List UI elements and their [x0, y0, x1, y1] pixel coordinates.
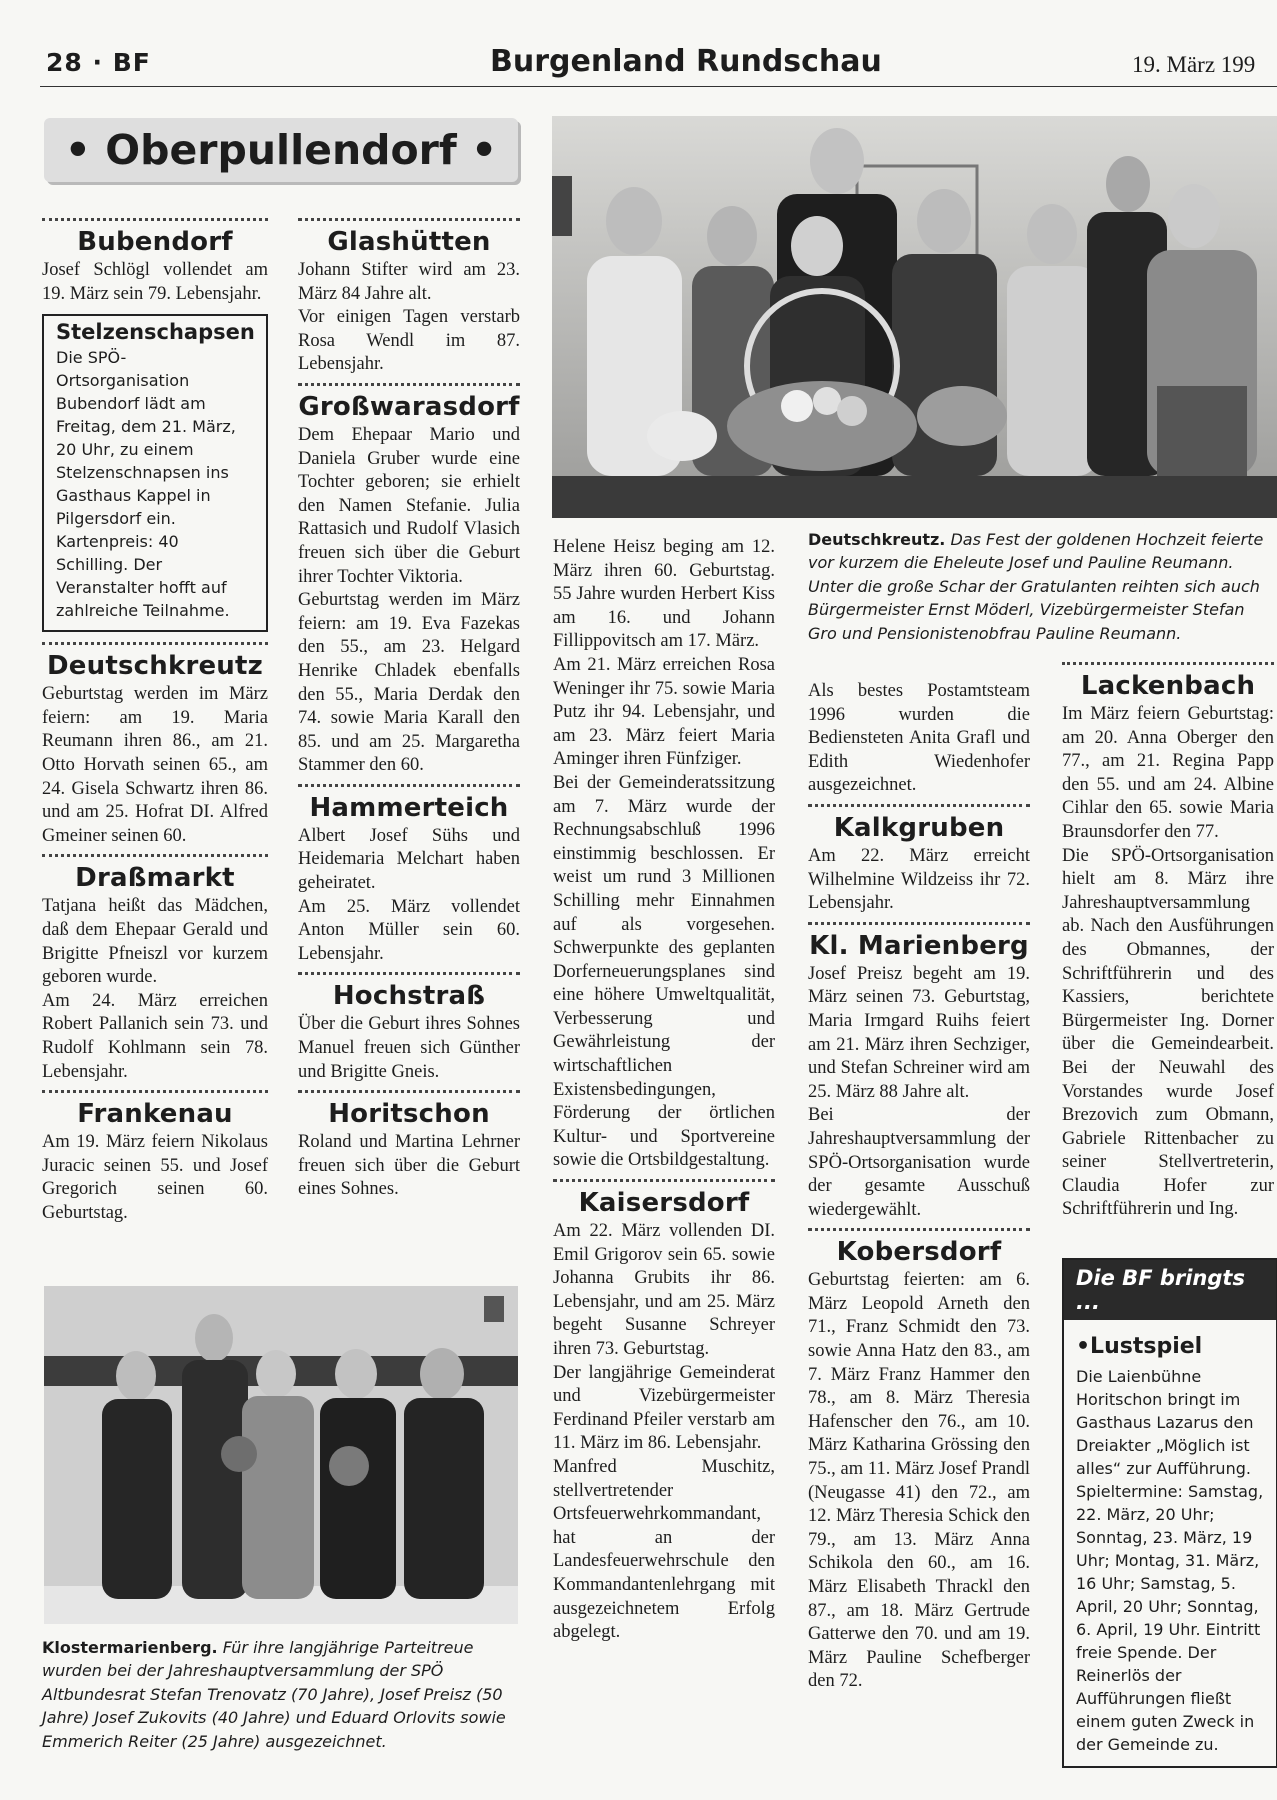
photo-golden-wedding — [552, 116, 1277, 518]
page-number: 28 · BF — [46, 48, 151, 77]
photo-golden-wedding-illustration — [552, 116, 1277, 518]
caption-text: Für ihre langjährige Parteitreue wurden bei der Jahreshauptversammlung der SPÖ Altbundesrat Stefan Trenovatz (70 Jahre), Josef Preisz (50 Jahre) Josef Zukovits (40 Jahre) und Eduard Orlovits sowie Emmerich Reiter (25 Jahre) ausgezeichnet. — [42, 1638, 506, 1751]
column-2 — [298, 212, 520, 1202]
caption-golden-wedding — [808, 528, 1268, 645]
article-kl-marienberg-1: Josef Preisz begeht am 19. März seinen 73. Geburtstag, Maria Irmgard Ruihs feiert am 21. März ihren Sechziger, und Stefan Schreiner wird am 25. März 88 Jahre alt. — [808, 963, 1030, 1102]
heading-drassmarkt: Draßmarkt — [75, 863, 235, 894]
article-drassmarkt-2: Am 24. März erreichen Robert Pallanich sein 73. und Rudolf Kohlmann sein 78. Lebensjahr. — [42, 990, 268, 1082]
bf-bringts-box — [1062, 1258, 1277, 1768]
article-kaisersdorf-2: Der langjährige Gemeinderat und Vizebürgermeister Ferdinand Pfeiler verstarb am 11. März im 86. Lebensjahr. — [553, 1362, 775, 1454]
dotted-divider — [808, 922, 1030, 925]
article-lackenbach-1: Im März feiern Geburtstag: am 20. Anna Oberger den 77., am 21. Regina Papp den 55. und am 24. Albine Cihlar den 65. sowie Maria Braunsdorfer den 77. — [1062, 704, 1274, 842]
dotted-divider — [298, 1090, 520, 1093]
info-box — [42, 314, 268, 632]
heading-deutschkreutz: Deutschkreutz — [47, 651, 263, 682]
heading-kl-marienberg: Kl. Marienberg — [809, 930, 1029, 961]
article-kl-marienberg-2: Bei der Jahreshauptversammlung der SPÖ-Ortsorganisation wurde der gesamte Ausschuß wiedergewählt. — [808, 1105, 1030, 1220]
heading-kobersdorf: Kobersdorf — [836, 1237, 1002, 1268]
caption-lead: Klostermarienberg. — [42, 1638, 218, 1657]
caption-klostermarienberg — [42, 1636, 520, 1753]
article-hammerteich-1: Albert Josef Sühs und Heidemaria Melchart haben geheiratet. — [298, 825, 520, 894]
article-kaisersdorf-3: Manfred Muschitz, stellvertretender Ortsfeuerwehrkommandant, hat an der Landesfeuerwehrschule den Kommandantenlehrgang mit ausgezeichnetem Erfolg abgelegt. — [553, 1456, 775, 1643]
dotted-divider — [553, 1179, 775, 1182]
article-helene-heisz: Helene Heisz beging am 12. März ihren 60. Geburtstag. 55 Jahre wurden Herbert Kiss am 16. und Johann Fillippovitsch am 17. März. — [553, 537, 775, 652]
article-kalkgruben: Am 22. März erreicht Wilhelmine Wildzeiss ihr 72. Lebensjahr. — [808, 845, 1030, 914]
photo-klostermarienberg — [44, 1286, 518, 1624]
box-text: Die SPÖ-Ortsorganisation Bubendorf lädt am Freitag, dem 21. März, 20 Uhr, zu einem Stelzenschnapsen ins Gasthaus Kappel in Pilgersdorf ein. Kartenpreis: 40 Schilling. Der Veranstalter hofft auf zahlreiche Teilnahme. — [56, 348, 236, 621]
column-1 — [42, 212, 268, 1225]
article-kaisersdorf-1: Am 22. März vollenden DI. Emil Grigorov sein 65. sowie Johanna Grubits ihr 86. Lebensjahr, und am 25. März begeht Susanne Schreyer ihren 73. Geburtstag. — [553, 1221, 775, 1359]
article-bubendorf: Josef Schlögl vollendet am 19. März sein 79. Lebensjahr. — [42, 260, 268, 304]
heading-grosswarasdorf: Großwarasdorf — [298, 391, 520, 422]
bf-box-subtitle: •Lustspiel — [1076, 1334, 1203, 1359]
article-hochstrass: Über die Geburt ihres Sohnes Manuel freuen sich Günther und Brigitte Gneis. — [298, 1014, 520, 1082]
article-kobersdorf: Geburtstag feierten: am 6. März Leopold Arneth den 71., Franz Schmidt den 73. sowie Anna Hatz den 83., am 7. März Franz Hammer den 78., am 8. März Theresia Hafenscher den 76., am 10. März Katharina Grössing den 75., am 11. März Josef Prandl (Neugasse 41) den 72., am 12. März Theresia Schick den 79., am 13. März Anna Schikola den 60., am 16. März Elisabeth Thrackl den 87., am 18. März Gertrude Gatterwe den 70. und am 19. März Pauline Schefberger den 72. — [808, 1270, 1030, 1692]
region-banner: • Oberpullendorf • — [44, 118, 518, 182]
dotted-divider — [42, 854, 268, 857]
dotted-divider — [808, 804, 1030, 807]
article-gemeinderat: Bei der Gemeinderatssitzung am 7. März wurde der Rechnungsabschluß 1996 einstimmig beschlossen. Er weist um rund 3 Millionen Schilling mehr Einnahmen auf als vorgesehen. Schwerpunkte des geplanten Dorferneuerungsplanes sind eine höhere Umweltqualität, Verbesserung und Gewährleistung der wirtschaftlichen Existensbedingungen, Förderung der örtlichen Kultur- und Sportvereine sowie die Ortsbildgestaltung. — [553, 772, 775, 1171]
bf-box-header: Die BF bringts ... — [1064, 1260, 1276, 1320]
dotted-divider — [1062, 662, 1274, 665]
heading-lackenbach: Lackenbach — [1080, 671, 1256, 701]
newspaper-title: Burgenland Rundschau — [490, 44, 882, 79]
article-glashuetten-2: Vor einigen Tagen verstarb Rosa Wendl im 87. Lebensjahr. — [298, 307, 520, 375]
article-lackenbach-2: Die SPÖ-Ortsorganisation hielt am 8. März ihre Jahreshauptversammlung ab. Nach den Ausführungen des Obmannes, der Schriftführerin und des Kassiers, berichtete Bürgermeister Ing. Dorner über die Gemeindearbeit. Bei der Neuwahl des Vorstandes wurde Josef Brezovich zum Obmann, Gabriele Rittenbacher zu seiner Stellvertreterin, Claudia Hofer zur Schriftführerin und Ing. — [1062, 845, 1274, 1220]
article-drassmarkt-1: Tatjana heißt das Mädchen, daß dem Ehepaar Gerald und Brigitte Pfneiszl vor kurzem geboren wurde. — [42, 896, 268, 988]
heading-horitschon: Horitschon — [328, 1099, 490, 1130]
column-3 — [553, 536, 775, 1645]
article-rosa-weninger: Am 21. März erreichen Rosa Weninger ihr 75. sowie Maria Putz ihr 94. Lebensjahr, und am 23. März feiert Maria Aminger ihren Fünfziger. — [553, 654, 775, 770]
article-grosswarasdorf-1: Dem Ehepaar Mario und Daniela Gruber wurde eine Tochter geboren; sie erhielt den Namen Stefanie. Julia Rattasich und Rudolf Vlasich freuen sich über die Geburt ihrer Tochter Viktoria. — [298, 424, 520, 587]
dotted-divider — [42, 1090, 268, 1093]
heading-hochstrass: Hochstraß — [332, 981, 486, 1012]
header-rule — [40, 86, 1277, 87]
article-glashuetten-1: Johann Stifter wird am 23. März 84 Jahre alt. — [298, 260, 520, 304]
column-4 — [808, 680, 1030, 1694]
box-title: Stelzenschapsen — [56, 320, 255, 345]
column-5 — [1062, 656, 1274, 1222]
dotted-divider — [298, 383, 520, 386]
dotted-divider — [42, 218, 268, 221]
article-grosswarasdorf-2: Geburtstag werden im März feiern: am 19. Eva Fazekas den 55., am 23. Helgard Henrike Chladek ebenfalls den 55., Maria Derdak den 74. sowie Maria Karall den 85. und am 25. Margaretha Stammer den 60. — [298, 590, 520, 776]
dotted-divider — [298, 218, 520, 221]
heading-kaisersdorf: Kaisersdorf — [578, 1188, 750, 1219]
photo-klostermarienberg-illustration — [44, 1286, 518, 1624]
dotted-divider — [42, 642, 268, 645]
dotted-divider — [808, 1228, 1030, 1231]
heading-glashuetten: Glashütten — [327, 227, 491, 257]
caption-text: Das Fest der goldenen Hochzeit feierte vor kurzem die Eheleute Josef und Pauline Reumann. Unter die große Schar der Gratulanten reihten sich auch Bürgermeister Ernst Möderl, Vizebürgermeister Stefan Gro und Pensionistenobfrau Pauline Reumann. — [808, 530, 1264, 643]
heading-kalkgruben: Kalkgruben — [833, 812, 1005, 843]
article-postamt: Als bestes Postamtsteam 1996 wurden die Bediensteten Anita Grafl und Edith Wiedenhofer ausgezeichnet. — [808, 681, 1030, 796]
dotted-divider — [298, 784, 520, 787]
heading-frankenau: Frankenau — [77, 1099, 233, 1130]
heading-hammerteich: Hammerteich — [309, 792, 509, 823]
bf-box-text: Die Laienbühne Horitschon bringt im Gasthaus Lazarus den Dreiakter „Möglich ist alles“ zur Aufführung. Spieltermine: Samstag, 22. März, 20 Uhr; Sonntag, 23. März, 19 Uhr; Montag, 31. März, 16 Uhr; Samstag, 5. April, 20 Uhr; Sonntag, 6. April, 19 Uhr. Eintritt freie Spende. Der Reinerlös der Aufführungen fließt einem guten Zweck in der Gemeinde zu. — [1076, 1367, 1264, 1754]
article-deutschkreutz: Geburtstag werden im März feiern: am 19. Maria Reumann ihren 86., am 21. Otto Horvath seinen 65., am 24. Gisela Schwartz ihren 86. und am 25. Hofrat DI. Alfred Gmeiner seinen 60. — [42, 684, 268, 846]
article-hammerteich-2: Am 25. März vollendet Anton Müller sein 60. Lebensjahr. — [298, 896, 520, 964]
article-horitschon: Roland und Martina Lehrner freuen sich über die Geburt eines Sohnes. — [298, 1132, 520, 1200]
issue-date: 19. März 199 — [1132, 52, 1256, 77]
heading-bubendorf: Bubendorf — [77, 227, 233, 257]
dotted-divider — [298, 972, 520, 975]
article-frankenau: Am 19. März feiern Nikolaus Juracic seinen 55. und Josef Gregorich seinen 60. Geburtstag. — [42, 1132, 268, 1223]
caption-lead: Deutschkreutz. — [808, 530, 946, 549]
